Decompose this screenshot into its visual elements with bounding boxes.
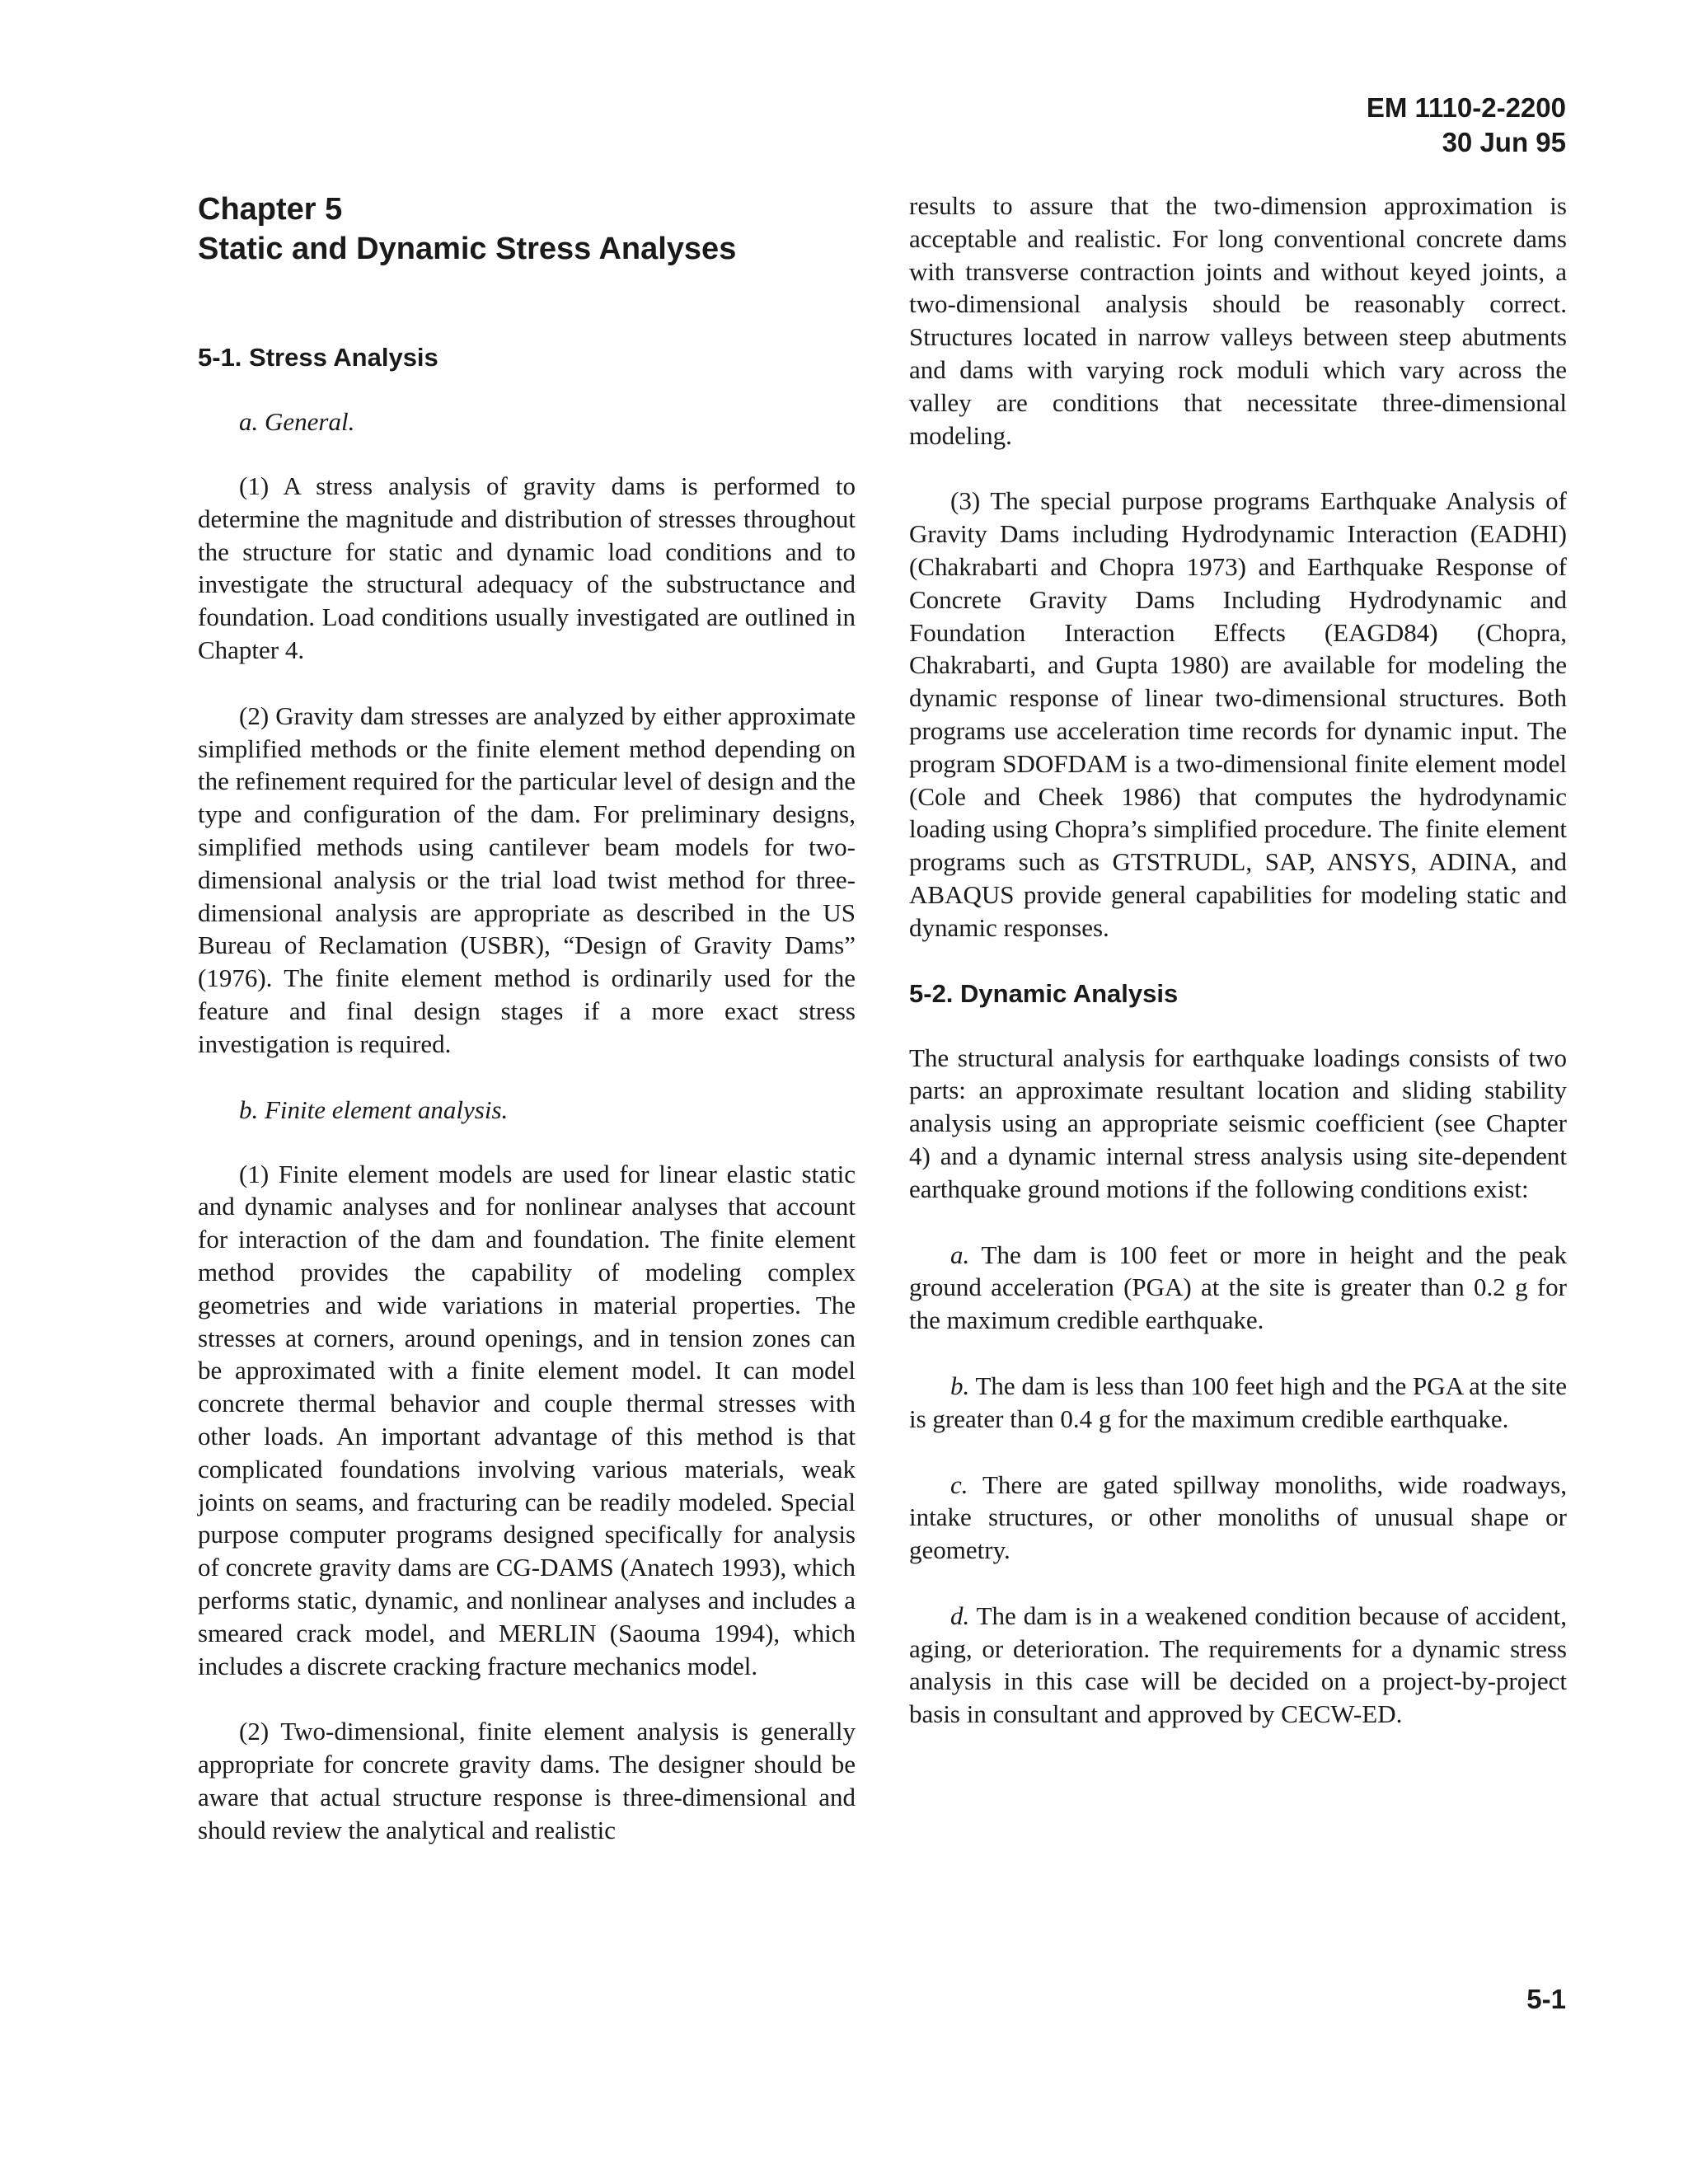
condition-label: b.	[950, 1371, 970, 1400]
paragraph-general-1: (1) A stress analysis of gravity dams is performed to determine the magnitude and distribution of stresses throughout the structure for static and dynamic load conditions and to investigate the structural adequacy of the substructance and foundation. Load conditions usually investigated are outlined in Chapter 4.	[198, 471, 856, 664]
page-header	[1367, 91, 1566, 160]
section-heading-5-1: 5-1. Stress Analysis	[198, 343, 438, 372]
condition-label: c.	[950, 1469, 968, 1499]
condition-text: The dam is less than 100 feet high and the PGA at the site is greater than 0.4 g for the maximum credible earthquake.	[909, 1371, 1567, 1433]
condition-item	[909, 1239, 1567, 1337]
condition-label: a.	[950, 1240, 970, 1269]
paragraph-dynamic-intro: The structural analysis for earthquake loadings consists of two parts: an approximate resultant location and sliding stability analysis using an appropriate seismic coefficient (see Chapter 4) and a dynamic internal stress analysis using site-dependent earthquake ground motions if the following conditions exist:	[909, 1043, 1567, 1203]
chapter-number: Chapter 5	[198, 192, 343, 227]
condition-item	[909, 1370, 1567, 1436]
subheading-general: a. General.	[239, 407, 355, 436]
condition-item	[909, 1600, 1567, 1731]
subheading-finite-element: b. Finite element analysis.	[239, 1094, 509, 1124]
paragraph-fe-1: (1) Finite element models are used for linear elastic static and dynamic analyses and for nonlinear analyses that account for interaction of the dam and foundation. The finite element method provides the capability of modeling complex geometries and wide variations in material properties. The stresses at corners, around openings, and in tension zones can be approximated with a finite element model. It can model concrete thermal behavior and couple thermal stresses with other loads. An important advantage of this method is that complicated foundations involving various materials, weak joints on seams, and fracturing can be readily modeled. Special purpose computer programs designed specifically for analysis of concrete gravity dams are CG-DAMS (Anatech 1993), which performs static, dynamic, and nonlinear analyses and includes a smeared crack model, and MERLIN (Saouma 1994), which includes a discrete cracking fracture mechanics model.	[198, 1159, 856, 1680]
paragraph-general-2: (2) Gravity dam stresses are analyzed by either approximate simplified methods or the finite element method depending on the refinement required for the particular level of design and the type and configuration of the dam. For preliminary designs, simplified methods using cantilever beam models for two-dimensional analysis or the trial load twist method for three-dimensional analysis are appropriate as described in the US Bureau of Reclamation (USBR), “Design of Gravity Dams” (1976). The finite element method is ordinarily used for the feature and final design stages if a more exact stress investigation is required.	[198, 701, 856, 1058]
page-number: 5-1	[1526, 1984, 1566, 2014]
condition-text: The dam is in a weakened condition because of accident, aging, or deterioration. The requirements for a dynamic stress analysis in this case will be decided on a project-by-project basis in consultant and approved by CECW-ED.	[909, 1601, 1567, 1729]
paragraph-fe-2-continued: results to assure that the two-dimension approximation is acceptable and realistic. For long conventional concrete dams with transverse contraction joints and without keyed joints, a two-dimensional analysis should be reasonably correct. Structures located in narrow valleys between steep abutments and dams with varying rock moduli which vary across the valley are conditions that necessitate three-dimensional modeling.	[909, 191, 1567, 450]
condition-text: There are gated spillway monoliths, wide roadways, intake structures, or other monoliths of unusual shape or geometry.	[909, 1469, 1567, 1565]
condition-label: d.	[950, 1601, 970, 1630]
right-column	[909, 190, 1567, 1764]
paragraph-fe-3: (3) The special purpose programs Earthquake Analysis of Gravity Dams including Hydrodynamic Interaction (EADHI) (Chakrabarti and Chopra 1973) and Earthquake Response of Concrete Gravity Dams Including Hydrodynamic and Foundation Interaction Effects (EAGD84) (Chopra, Chakrabarti, and Gupta 1980) are available for modeling the dynamic response of linear two-dimensional structures. Both programs use acceleration time records for dynamic input. The program SDOFDAM is a two-dimensional finite element model (Cole and Cheek 1986) that computes the hydrodynamic loading using Chopra’s simplified procedure. The finite element programs such as GTSTRUDL, SAP, ANSYS, ADINA, and ABAQUS provide general capabilities for modeling static and dynamic responses.	[909, 486, 1567, 942]
condition-item	[909, 1469, 1567, 1567]
chapter-name: Static and Dynamic Stress Analyses	[198, 232, 737, 266]
paragraph-fe-2: (2) Two-dimensional, finite element analysis is generally appropriate for concrete gravity dams. The designer should be aware that actual structure response is three-dimensional and should review the analytical and realistic	[198, 1717, 856, 1844]
document-number: EM 1110-2-2200	[1366, 92, 1566, 123]
condition-text: The dam is 100 feet or more in height and the peak ground acceleration (PGA) at the site is greater than 0.2 g for the maximum credible earthquake.	[909, 1240, 1567, 1335]
document-date: 30 Jun 95	[1442, 127, 1566, 157]
section-heading-5-2: 5-2. Dynamic Analysis	[909, 978, 1179, 1008]
chapter-title	[198, 190, 856, 269]
left-column	[198, 190, 856, 1879]
